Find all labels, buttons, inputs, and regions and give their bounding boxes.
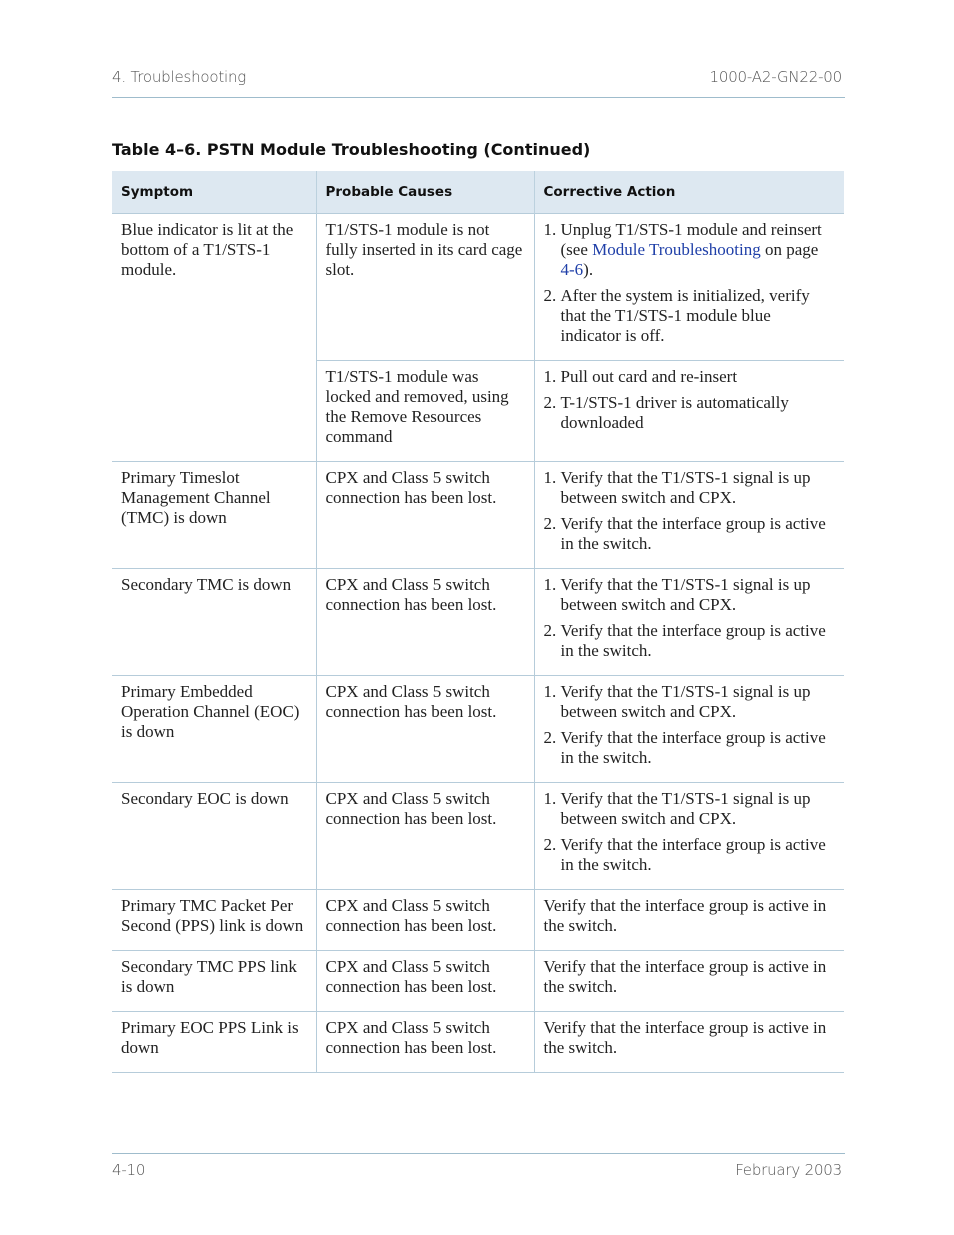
step-number: 2. [543,835,557,854]
action-cell: Verify that the interface group is active in the switch. [534,1012,844,1073]
module-troubleshooting-link[interactable]: Module Troubleshooting [592,240,761,259]
running-header-chapter: 4. Troubleshooting [112,68,247,86]
step-number: 1. [543,367,557,386]
cause-cell: CPX and Class 5 switch connection has been lost. [316,1012,534,1073]
symptom-cell: Secondary TMC PPS link is down [112,951,316,1012]
action-step [544,728,836,768]
footer-rule [112,1153,845,1154]
cause-cell: T1/STS-1 module is not fully inserted in its card cage slot. [316,214,534,361]
action-cell: Verify that the interface group is active in the switch. [534,890,844,951]
step-text: Verify that the T1/STS-1 signal is up between switch and CPX. [560,682,811,721]
action-steps [544,468,836,554]
action-cell: Verify that the interface group is active in the switch. [534,951,844,1012]
action-step [544,575,836,615]
action-cell [534,361,844,462]
action-step [544,286,836,346]
action-step [544,367,836,387]
column-header-corrective-action: Corrective Action [534,171,844,214]
table-row [112,890,844,951]
action-step [544,514,836,554]
cause-cell: CPX and Class 5 switch connection has been lost. [316,783,534,890]
column-header-symptom: Symptom [112,171,316,214]
cause-cell: CPX and Class 5 switch connection has been lost. [316,951,534,1012]
action-step [544,621,836,661]
step-text: After the system is initialized, verify that the T1/STS-1 module blue indicator is off. [560,286,810,345]
table-header-row [112,171,844,214]
page-reference-link[interactable]: 4-6 [560,260,584,279]
step-text: Verify that the interface group is active in the switch. [560,835,826,874]
step-text: T-1/STS-1 driver is automatically downloaded [560,393,789,432]
step-text: Unplug T1/STS-1 module and reinsert (see [560,220,822,259]
step-text: Verify that the T1/STS-1 signal is up between switch and CPX. [560,468,811,507]
table-row [112,783,844,890]
cause-cell: CPX and Class 5 switch connection has been lost. [316,676,534,783]
symptom-cell: Primary EOC PPS Link is down [112,1012,316,1073]
symptom-cell: Primary Embedded Operation Channel (EOC) is down [112,676,316,783]
symptom-cell: Primary Timeslot Management Channel (TMC) is down [112,462,316,569]
action-steps [544,682,836,768]
symptom-cell: Secondary EOC is down [112,783,316,890]
action-step [544,468,836,508]
step-text: Pull out card and re-insert [560,367,738,386]
step-text: Verify that the interface group is active in the switch. [560,728,826,767]
action-steps [544,367,836,433]
page-number: 4-10 [112,1161,146,1179]
action-cell [534,676,844,783]
table-row [112,569,844,676]
action-cell [534,462,844,569]
step-number: 2. [543,621,557,640]
publication-date: February 2003 [735,1161,842,1179]
action-steps [544,220,836,346]
step-text: Verify that the T1/STS-1 signal is up between switch and CPX. [560,789,811,828]
step-number: 1. [543,789,557,808]
cause-cell: CPX and Class 5 switch connection has been lost. [316,569,534,676]
action-step [544,835,836,875]
troubleshooting-table [112,171,844,1073]
step-number: 1. [543,220,557,239]
column-header-probable-causes: Probable Causes [316,171,534,214]
symptom-cell: Secondary TMC is down [112,569,316,676]
step-text: on page [760,240,819,259]
step-number: 1. [543,682,557,701]
step-number: 2. [543,728,557,747]
cause-cell: CPX and Class 5 switch connection has been lost. [316,890,534,951]
step-text: Verify that the interface group is active in the switch. [560,621,826,660]
action-cell [534,214,844,361]
action-cell [534,783,844,890]
cause-cell: T1/STS-1 module was locked and removed, using the Remove Resources command [316,361,534,462]
symptom-cell: Blue indicator is lit at the bottom of a T1/STS-1 module. [112,214,316,462]
header-rule [112,97,845,98]
action-steps [544,575,836,661]
step-number: 2. [543,393,557,412]
table-row [112,951,844,1012]
table-row [112,1012,844,1073]
table-title: Table 4–6. PSTN Module Troubleshooting (Continued) [112,140,591,159]
step-number: 1. [543,575,557,594]
symptom-cell: Primary TMC Packet Per Second (PPS) link is down [112,890,316,951]
step-number: 2. [543,514,557,533]
step-text: ). [583,260,594,279]
action-step [544,393,836,433]
table-row [112,214,844,361]
cause-cell: CPX and Class 5 switch connection has been lost. [316,462,534,569]
step-number: 1. [543,468,557,487]
step-text: Verify that the interface group is active in the switch. [560,514,826,553]
table-row [112,462,844,569]
table-row [112,676,844,783]
running-header-doc-id: 1000-A2-GN22-00 [709,68,842,86]
action-step [544,682,836,722]
action-step [544,789,836,829]
action-steps [544,789,836,875]
action-step [544,220,836,280]
step-text: Verify that the T1/STS-1 signal is up between switch and CPX. [560,575,811,614]
step-number: 2. [543,286,557,305]
action-cell [534,569,844,676]
